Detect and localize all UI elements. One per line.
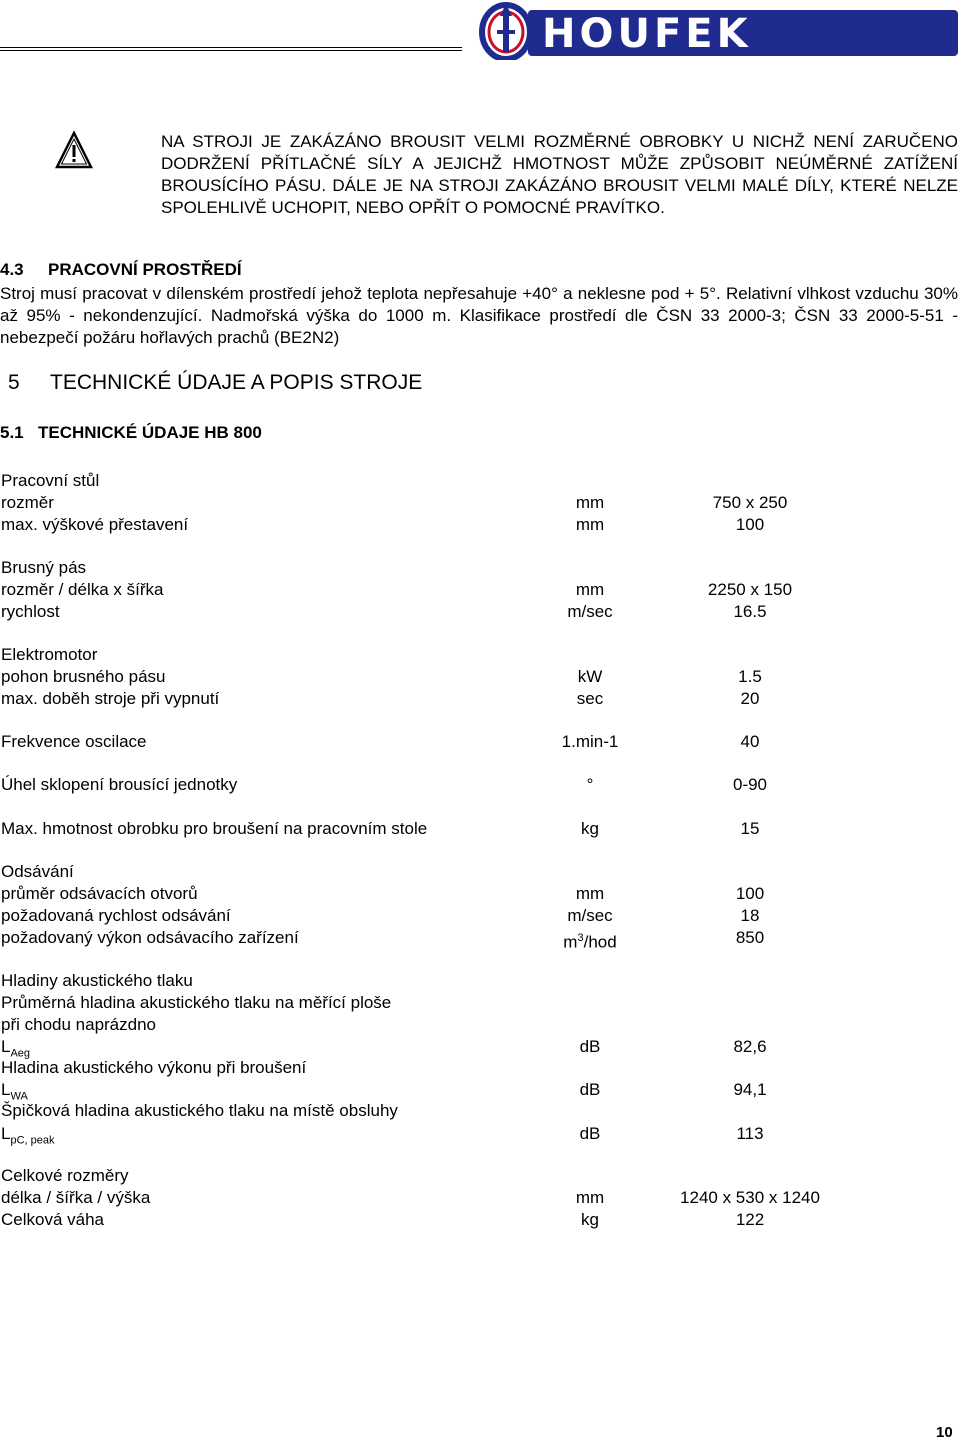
spec-label: při chodu naprázdno (1, 1015, 157, 1034)
spec-label: Frekvence oscilace (1, 732, 147, 751)
spec-row (0, 1057, 960, 1079)
spec-label: rozměr / délka x šířka (1, 580, 164, 599)
section-number: 5 (8, 371, 20, 394)
spec-value: 1.5 (738, 667, 762, 686)
spec-row (0, 883, 960, 905)
spec-label: Špičková hladina akustického tlaku na místě obsluhy (1, 1101, 398, 1120)
section-4-3-text: Stroj musí pracovat v dílenském prostředí jehož teplota nepřesahuje +40° a neklesne pod + 5°. Relativní vlhkost vzduchu 30% až 95% - nekondenzující. Nadmořská výška do 1000 m. Klasifikace prostředí dle ČSN 33 2000-3; ČSN 33 2000-5-51 - nebezpečí požáru hořlavých prachů (BE2N2) (0, 284, 958, 347)
spec-label: max. výškové přestavení (1, 515, 189, 534)
spec-row (0, 1165, 960, 1187)
spec-unit: kg (581, 819, 599, 838)
spec-row (0, 774, 960, 796)
spec-unit: mm (575, 884, 605, 903)
spec-label: Brusný pás (1, 558, 87, 577)
spec-unit: mm (575, 515, 605, 534)
spec-row (0, 579, 960, 601)
spec-value: 750 x 250 (712, 493, 788, 512)
spec-unit: 1.min-1 (561, 732, 619, 751)
section-title: TECHNICKÉ ÚDAJE A POPIS STROJE (50, 371, 423, 394)
spec-label (1, 1123, 55, 1151)
spec-label: Celková váha (1, 1210, 105, 1229)
spec-unit: kg (581, 1210, 599, 1229)
spec-label: Průměrná hladina akustického tlaku na měřící ploše (1, 993, 392, 1012)
spec-unit: mm (575, 493, 605, 512)
label-base: L (1, 1080, 11, 1099)
spec-value: 15 (740, 819, 760, 838)
spec-row (0, 927, 960, 952)
spec-unit: mm (575, 580, 605, 599)
label-subscript: Aeg (10, 1047, 31, 1060)
spec-value: 18 (740, 906, 760, 925)
spec-label: Elektromotor (1, 645, 98, 664)
section-title: TECHNICKÉ ÚDAJE HB 800 (38, 423, 262, 442)
spec-row (0, 1100, 960, 1122)
spec-value: 113 (736, 1124, 764, 1143)
spec-value: 82,6 (733, 1037, 767, 1056)
spec-label: požadovaný výkon odsávacího zařízení (1, 928, 299, 947)
logo-text: HOUFEK (542, 11, 752, 57)
spec-row (0, 818, 960, 840)
spec-value: 16.5 (733, 602, 767, 621)
spec-unit: mm (575, 1188, 605, 1207)
spec-row (0, 1014, 960, 1036)
spec-value: 850 (735, 928, 765, 947)
spec-value: 1240 x 530 x 1240 (680, 1188, 820, 1207)
spec-row (0, 1187, 960, 1209)
unit-rest: /hod (583, 932, 617, 952)
spec-unit: sec (576, 689, 604, 708)
spec-unit: m/sec (567, 906, 613, 925)
spec-label: Úhel sklopení brousící jednotky (1, 775, 238, 794)
unit-superscript: 3 (577, 932, 584, 944)
spec-row (0, 992, 960, 1014)
spec-label: Celkové rozměry (1, 1166, 129, 1185)
spec-row (0, 557, 960, 579)
spec-row (0, 666, 960, 688)
spec-row (0, 514, 960, 536)
spec-label: Max. hmotnost obrobku pro broušení na pracovním stole (1, 819, 428, 838)
spec-unit: dB (579, 1080, 601, 1099)
spec-value: 2250 x 150 (707, 580, 793, 599)
label-base: L (1, 1124, 11, 1143)
spec-value: 122 (735, 1210, 765, 1229)
spec-unit: dB (579, 1037, 601, 1056)
spec-value: 100 (735, 884, 765, 903)
spec-row (0, 644, 960, 666)
section-number: 4.3 (0, 260, 24, 279)
label-subscript: pC, peak (10, 1134, 55, 1147)
spec-label: max. doběh stroje při vypnutí (1, 689, 220, 708)
spec-unit (530, 927, 650, 954)
spec-row (0, 1036, 960, 1058)
spec-label: délka / šířka / výška (1, 1188, 151, 1207)
spec-value: 100 (735, 515, 765, 534)
label-base: L (1, 1037, 11, 1056)
spec-label: rozměr (1, 493, 54, 512)
spec-label: průměr odsávacích otvorů (1, 884, 198, 903)
spec-label: Hladina akustického výkonu při broušení (1, 1058, 307, 1077)
section-title: PRACOVNÍ PROSTŘEDÍ (48, 260, 242, 279)
spec-value: 40 (740, 732, 760, 751)
spec-unit: ° (586, 775, 594, 794)
label-subscript: WA (10, 1090, 28, 1103)
spec-row (0, 1123, 960, 1145)
spec-row (0, 731, 960, 753)
page-number: 10 (936, 1424, 953, 1441)
spec-unit: m/sec (567, 602, 613, 621)
warning-text: NA STROJI JE ZAKÁZÁNO BROUSIT VELMI ROZMĚRNÉ OBROBKY U NICHŽ NENÍ ZARUČENO DODRŽENÍ PŘÍTLAČNÉ SÍLY A JEJICHŽ HMOTNOST MŮŽE ZPŮSOBIT NEÚMĚRNÉ ZATÍŽENÍ BROUSÍCÍHO PÁSU. DÁLE JE NA STROJI ZAKÁZÁNO BROUSIT VELMI MALÉ DÍLY, KTERÉ NELZE SPOLEHLIVĚ UCHOPIT, NEBO OPŘÍT O POMOCNÉ PRAVÍTKO. (161, 132, 958, 217)
spec-value: 94,1 (733, 1080, 767, 1099)
spec-label: požadovaná rychlost odsávání (1, 906, 231, 925)
spec-label: Hladiny akustického tlaku (1, 971, 193, 990)
unit-base: m (563, 932, 578, 952)
spec-row (0, 470, 960, 492)
spec-row (0, 1209, 960, 1231)
spec-row (0, 905, 960, 927)
spec-row (0, 492, 960, 514)
spec-label: Odsávání (1, 862, 74, 881)
spec-unit: dB (579, 1124, 601, 1143)
spec-label: Pracovní stůl (1, 471, 100, 490)
spec-label: pohon brusného pásu (1, 667, 166, 686)
section-number: 5.1 (0, 423, 24, 442)
spec-label: rychlost (1, 602, 60, 621)
spec-value: 0-90 (732, 775, 768, 794)
spec-row (0, 861, 960, 883)
spec-row (0, 688, 960, 710)
spec-row (0, 1079, 960, 1101)
spec-value: 20 (740, 689, 760, 708)
spec-row (0, 601, 960, 623)
spec-row (0, 970, 960, 992)
spec-unit: kW (577, 667, 603, 686)
